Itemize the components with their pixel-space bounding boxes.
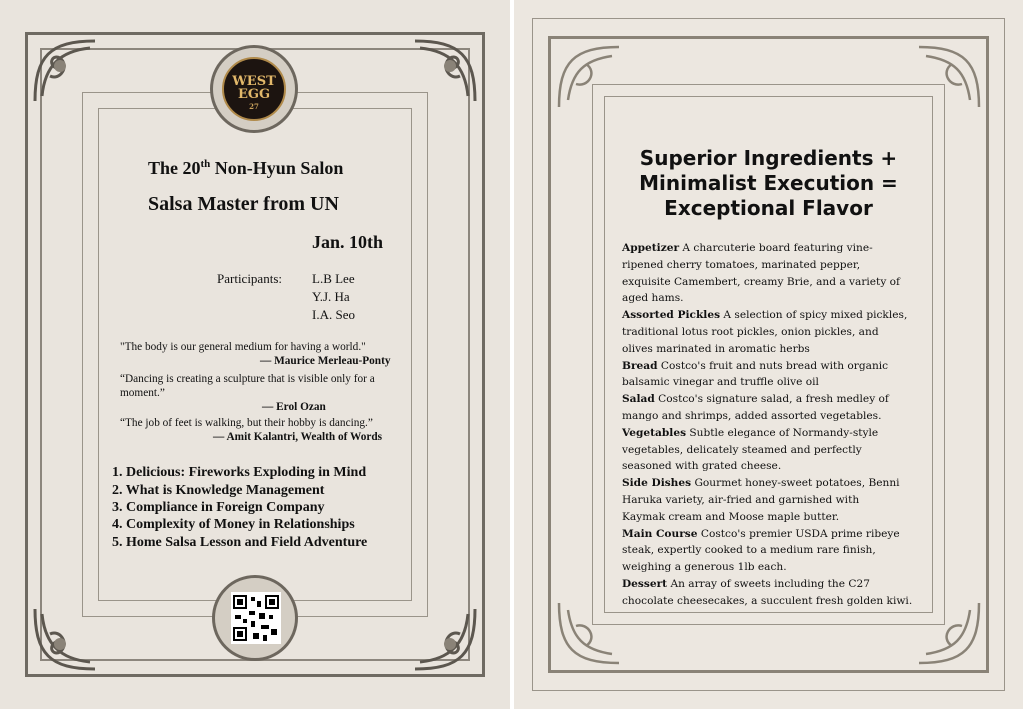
corner-ornament-icon	[30, 604, 100, 674]
menu-item-desc: Costco's fruit and nuts bread with organic	[657, 359, 889, 372]
menu-item	[622, 526, 932, 576]
menu-item-desc: vegetables, delicately steamed and perfectly	[622, 443, 862, 456]
invitation-card	[0, 0, 510, 709]
logo-line: EGG	[237, 87, 271, 102]
menu-title-line: Exceptional Flavor	[664, 196, 873, 220]
menu-list	[622, 240, 932, 610]
menu-title-line: Superior Ingredients +	[639, 146, 898, 170]
corner-ornament-icon	[554, 598, 624, 668]
logo-line: 27	[249, 102, 259, 111]
menu-item-desc: aged hams.	[622, 292, 684, 305]
topic-item: 2. What is Knowledge Management	[112, 483, 325, 498]
event-date: Jan. 10th	[312, 232, 384, 252]
menu-item-desc: Costco's premier USDA prime ribeye	[697, 527, 900, 540]
west-egg-logo	[222, 57, 286, 121]
menu-item-desc: weighing a generous 1lb each.	[622, 561, 787, 574]
menu-item-desc: balsamic vinegar and truffle olive oil	[622, 376, 819, 389]
topic-item: 3. Compliance in Foreign Company	[112, 500, 325, 515]
menu-item-desc: Subtle elegance of Normandy-style	[686, 426, 879, 439]
participant: L.B Lee	[312, 271, 355, 286]
menu-item-desc: mango and shrimps, added assorted vegetables.	[622, 409, 882, 422]
title-suffix: Non-Hyun Salon	[210, 158, 344, 178]
menu-item-name: Bread	[622, 359, 658, 372]
menu-item	[622, 240, 932, 307]
corner-ornament-icon	[554, 42, 624, 112]
menu-item	[622, 425, 932, 475]
quote-author: — Maurice Merleau-Ponty	[260, 355, 391, 367]
quote-text: moment.”	[120, 387, 165, 399]
corner-ornament-icon	[914, 42, 984, 112]
event-subtitle: Salsa Master from UN	[148, 193, 339, 215]
menu-item-name: Vegetables	[622, 426, 687, 439]
menu-item-name: Appetizer	[622, 242, 680, 254]
menu-item-desc: seasoned with grated cheese.	[622, 460, 782, 473]
menu-item-desc: Haruka variety, air-fried and garnished with	[622, 493, 860, 506]
qr-medallion	[212, 575, 298, 661]
corner-ornament-icon	[410, 36, 480, 106]
menu-item-desc: ripened cherry tomatoes, marinated pepper,	[622, 258, 861, 271]
participants-label: Participants:	[217, 271, 282, 286]
menu-item-desc: Kaymak cream and Moose maple butter.	[622, 510, 840, 523]
participant: Y.J. Ha	[312, 289, 350, 304]
topic-item: 4. Complexity of Money in Relationships	[112, 517, 355, 532]
menu-item	[622, 475, 932, 525]
logo-medallion	[210, 45, 298, 133]
quote-text: “The job of feet is walking, but their hobby is dancing.”	[120, 417, 373, 429]
title-prefix: The 20	[148, 158, 201, 178]
corner-ornament-icon	[410, 604, 480, 674]
corner-ornament-icon	[30, 36, 100, 106]
title-sup: th	[200, 158, 211, 170]
logo-line: WEST	[232, 74, 276, 89]
menu-item-desc: chocolate cheesecakes, a succulent fresh golden kiwi.	[622, 594, 913, 607]
menu-item-desc: An array of sweets including the C27	[667, 577, 870, 590]
qr-code-icon[interactable]	[231, 592, 281, 644]
event-title	[148, 158, 343, 179]
topic-item: 1. Delicious: Fireworks Exploding in Mind	[112, 465, 367, 480]
menu-item-name: Salad	[622, 393, 655, 406]
menu-item	[622, 358, 932, 392]
participant: I.A. Seo	[312, 307, 355, 322]
menu-item-desc: Costco's signature salad, a fresh medley of	[654, 393, 889, 406]
menu-item-name: Side Dishes	[622, 477, 692, 490]
menu-item-desc: A charcuterie board featuring vine-	[679, 242, 873, 254]
menu-item-name: Assorted Pickles	[622, 309, 721, 322]
menu-item	[622, 391, 932, 425]
menu-title	[514, 146, 1023, 221]
menu-item-desc: Gourmet honey-sweet potatoes, Benni	[691, 477, 900, 490]
menu-item-name: Dessert	[622, 577, 668, 590]
menu-item-desc: exquisite Camembert, creamy Brie, and a variety of	[622, 275, 900, 288]
menu-item-name: Main Course	[622, 527, 698, 540]
menu-card	[514, 0, 1023, 709]
menu-item	[622, 307, 932, 357]
menu-item-desc: A selection of spicy mixed pickles,	[720, 309, 908, 322]
topic-item: 5. Home Salsa Lesson and Field Adventure	[112, 535, 368, 550]
quote-text: “Dancing is creating a sculpture that is visible only for a	[120, 373, 375, 385]
menu-item	[622, 576, 932, 610]
quote-author: — Amit Kalantri, Wealth of Words	[213, 431, 383, 443]
menu-item-desc: steak, expertly cooked to a medium rare finish,	[622, 544, 876, 557]
menu-item-desc: traditional lotus root pickles, onion pickles, and	[622, 325, 879, 338]
menu-title-line: Minimalist Execution =	[639, 171, 898, 195]
quote-author: — Erol Ozan	[262, 401, 326, 413]
menu-item-desc: olives marinated in aromatic herbs	[622, 342, 810, 355]
quote-text: "The body is our general medium for having a world."	[120, 341, 366, 353]
